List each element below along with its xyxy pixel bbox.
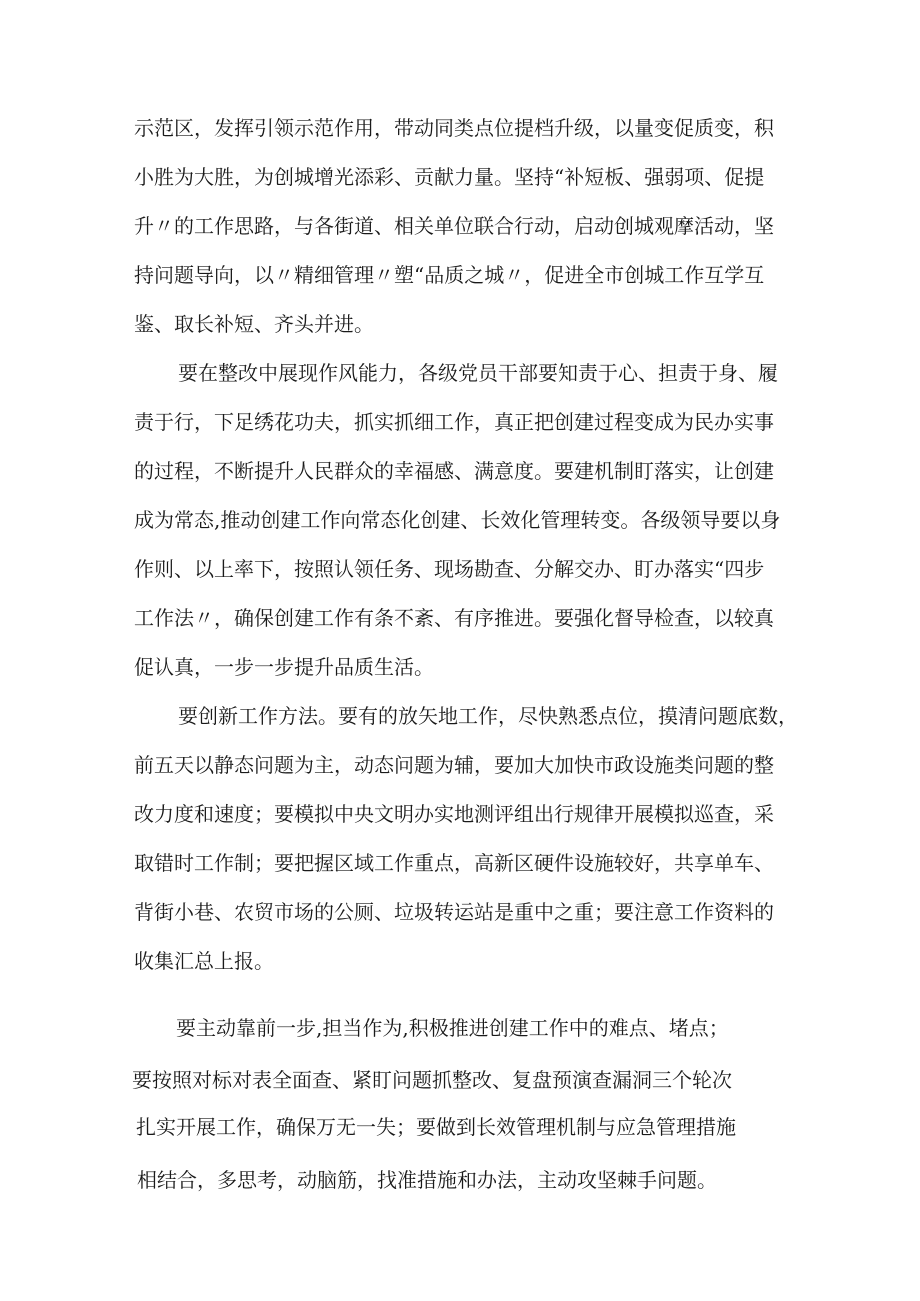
paragraph-1-line <box>0 112 920 144</box>
paragraph-2-line <box>0 602 920 634</box>
text-line: 收集汇总上报。 <box>134 949 274 973</box>
paragraph-1-line <box>0 210 920 242</box>
paragraph-2-line <box>0 504 920 536</box>
paragraph-4-line <box>0 1164 920 1196</box>
text-line: 的过程，不断提升人民群众的幸福感、满意度。要建机制盯落实，让创建 <box>134 459 774 483</box>
paragraph-3-line <box>0 749 920 781</box>
paragraph-1-line <box>0 259 920 291</box>
text-line: 工作法〃，确保创建工作有条不紊、有序推进。要强化督导检查，以较真 <box>134 606 774 630</box>
paragraph-3-line <box>0 847 920 879</box>
text-line: 前五天以静态问题为主，动态问题为辅，要加大加快市政设施类问题的整 <box>134 753 774 777</box>
paragraph-3-line <box>0 945 920 977</box>
paragraph-4-line <box>0 1111 920 1143</box>
text-line: 成为常态,推动创建工作向常态化创建、长效化管理转变。各级领导要以身 <box>134 508 781 532</box>
text-line: 促认真，一步一步提升品质生活。 <box>134 655 434 679</box>
paragraph-2-line <box>0 553 920 585</box>
text-line: 责于行，下足绣花功夫，抓实抓细工作，真正把创建过程变成为民办实事 <box>134 410 774 434</box>
text-line: 改力度和速度；要模拟中央文明办实地测评组出行规律开展模拟巡查，采 <box>134 802 774 826</box>
text-line: 背街小巷、农贸市场的公厕、垃圾转运站是重中之重；要注意工作资料的 <box>134 900 774 924</box>
text-line: 要按照对标对表全面查、紧盯问题抓整改、复盘预演查漏洞三个轮次 <box>132 1068 732 1092</box>
text-line: 作则、以上率下，按照认领任务、现场勘查、分解交办、盯办落实“四步 <box>134 557 765 581</box>
paragraph-2-line <box>0 651 920 683</box>
text-line: 示范区，发挥引领示范作用，带动同类点位提档升级，以量变促质变，积 <box>134 116 774 140</box>
paragraph-2-line <box>0 406 920 438</box>
paragraph-4-line <box>0 1064 920 1096</box>
paragraph-3-line <box>0 896 920 928</box>
text-line: 小胜为大胜，为创城增光添彩、贡献力量。坚持“补短板、强弱项、促提 <box>134 165 765 189</box>
paragraph-2-line <box>0 455 920 487</box>
paragraph-1-line <box>0 308 920 340</box>
paragraph-3-line <box>0 798 920 830</box>
text-line: 升〃的工作思路，与各街道、相关单位联合行动，启动创城观摩活动，坚 <box>134 214 774 238</box>
paragraph-2-line <box>0 357 920 389</box>
text-line: 取错时工作制；要把握区域工作重点，高新区硬件设施较好，共享单车、 <box>134 851 774 875</box>
paragraph-3-line <box>0 700 920 732</box>
paragraph-1-line <box>0 161 920 193</box>
text-line: 鉴、取长补短、齐头并进。 <box>134 312 374 336</box>
text-line: 要在整改中展现作风能力，各级党员干部要知责于心、担责于身、履 <box>178 361 778 385</box>
paragraph-4-line <box>0 1012 920 1044</box>
text-line: 持问题导向，以〃精细管理〃塑“品质之城〃，促进全市创城工作互学互 <box>134 263 765 287</box>
text-line: 要主动靠前一步,担当作为,积极推进创建工作中的难点、堵点； <box>176 1016 729 1040</box>
text-line: 扎实开展工作，确保万无一失；要做到长效管理机制与应急管理措施 <box>136 1115 736 1139</box>
text-line: 要创新工作方法。要有的放矢地工作，尽快熟悉点位，摸清问题底数， <box>178 704 798 728</box>
text-line: 相结合，多思考，动脑筋，找准措施和办法，主动攻坚棘手问题。 <box>137 1168 717 1192</box>
